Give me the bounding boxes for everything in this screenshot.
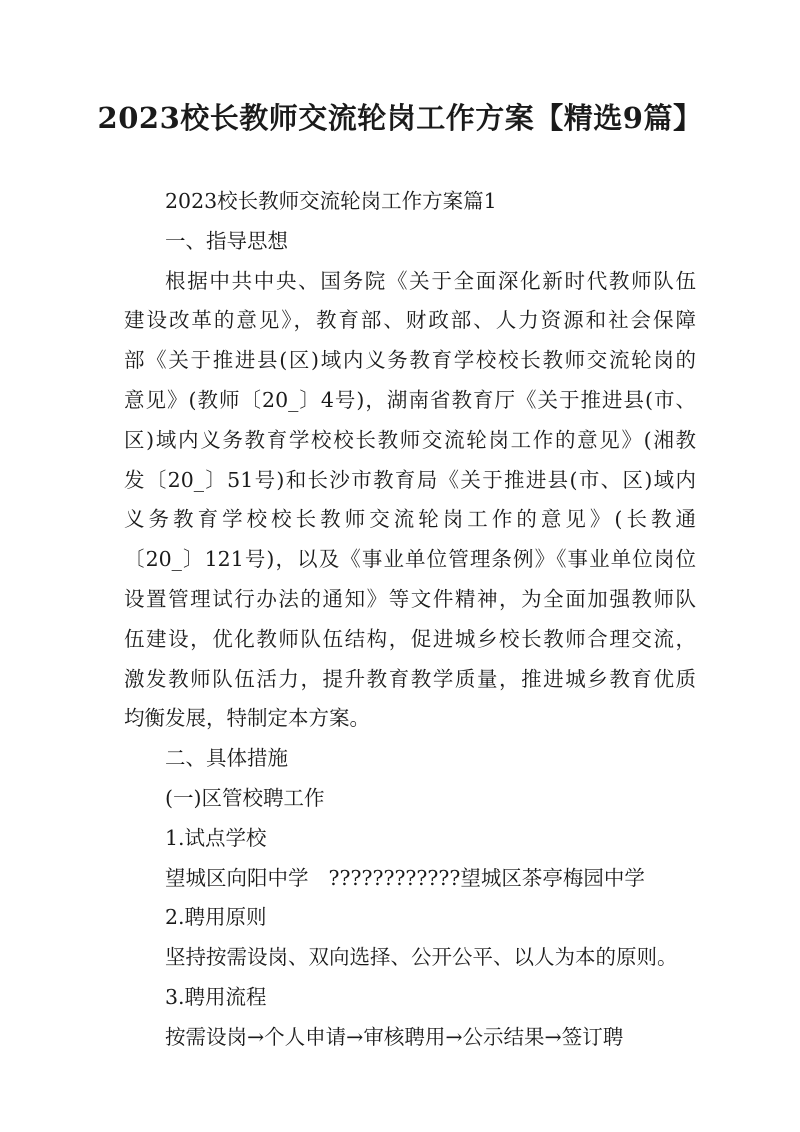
- paragraph-line: 伍建设，优化教师队伍结构，促进城乡校长教师合理交流，: [124, 626, 696, 651]
- paragraph-line: 〔20_〕121号)，以及《事业单位管理条例》《事业单位岗位: [124, 547, 696, 572]
- paragraph-line: 部《关于推进县(区)域内义务教育学校校长教师交流轮岗的: [124, 348, 696, 373]
- paragraph-line: 建设改革的意见》，教育部、财政部、人力资源和社会保障: [124, 308, 696, 333]
- document-title: 2023校长教师交流轮岗工作方案【精选9篇】: [97, 101, 703, 135]
- item-hiring-process: 3.聘用流程: [165, 984, 267, 1009]
- heading-specific-measures: 二、具体措施: [165, 746, 288, 771]
- paragraph-line: 发〔20_〕51号)和长沙市教育局《关于推进县(市、区)域内: [124, 467, 696, 492]
- pilot-school-a: 望城区向阳中学: [165, 865, 309, 890]
- item-pilot-schools: 1.试点学校: [165, 825, 267, 850]
- pilot-school-list: [124, 859, 696, 899]
- hiring-principles-text: 坚持按需设岗、双向选择、公开公平、以人为本的原则。: [165, 945, 678, 970]
- paragraph-line: 激发教师队伍活力，提升教育教学质量，推进城乡教育优质: [124, 666, 696, 691]
- paragraph-line: 意见》(教师〔20_〕4号)，湖南省教育厅《关于推进县(市、: [124, 387, 696, 412]
- heading-district-management: (一)区管校聘工作: [165, 785, 325, 810]
- paragraph-guiding-ideology: [124, 262, 696, 740]
- pilot-school-b: ????????????望城区茶亭梅园中学: [328, 865, 645, 890]
- paragraph-line: 根据中共中央、国务院《关于全面深化新时代教师队伍: [165, 268, 696, 293]
- paragraph-line: 义务教育学校校长教师交流轮岗工作的意见》(长教通: [124, 507, 696, 532]
- paragraph-line: 设置管理试行办法的通知》等文件精神，为全面加强教师队: [124, 586, 696, 611]
- hiring-process-text: 按需设岗→个人申请→审核聘用→公示结果→签订聘: [165, 1024, 624, 1049]
- paragraph-line: 均衡发展，特制定本方案。: [124, 706, 370, 731]
- document-body: [124, 182, 696, 1058]
- paragraph-line: 区)域内义务教育学校校长教师交流轮岗工作的意见》(湘教: [124, 427, 696, 452]
- section-subtitle: 2023校长教师交流轮岗工作方案篇1: [165, 189, 497, 213]
- heading-guiding-ideology: 一、指导思想: [165, 228, 288, 253]
- item-hiring-principles: 2.聘用原则: [165, 905, 267, 930]
